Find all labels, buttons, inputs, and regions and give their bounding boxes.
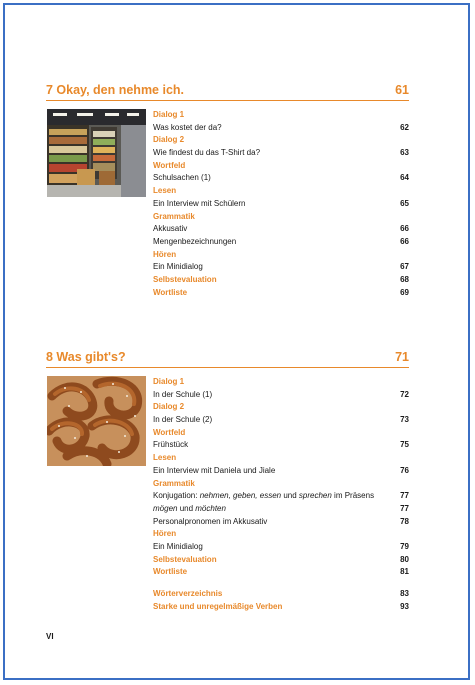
toc-page-number: 69 bbox=[400, 287, 409, 297]
toc-page-number: 78 bbox=[400, 516, 409, 526]
toc-section-heading[interactable] bbox=[153, 376, 409, 389]
pretzels-photo bbox=[47, 376, 146, 466]
toc-page-number: 80 bbox=[400, 554, 409, 564]
toc-entry-label: Ein Minidialog bbox=[153, 262, 203, 272]
toc-entry-label: Akkusativ bbox=[153, 224, 188, 234]
toc-section-heading[interactable] bbox=[153, 452, 409, 465]
toc-section-label: Dialog 2 bbox=[153, 135, 185, 145]
toc-section-label: Lesen bbox=[153, 186, 177, 196]
toc-page-number: 76 bbox=[400, 465, 409, 475]
toc-entry[interactable] bbox=[153, 490, 409, 503]
toc-entry[interactable] bbox=[153, 516, 409, 529]
toc-entry-label: Ein Minidialog bbox=[153, 541, 203, 551]
toc-section-heading[interactable] bbox=[153, 478, 409, 491]
toc-entry-label-part: nehmen, geben, essen bbox=[199, 491, 282, 501]
toc-section-label: Hören bbox=[153, 249, 177, 259]
toc-page-number: 72 bbox=[400, 389, 409, 399]
toc-entry-label: Frühstück bbox=[153, 440, 189, 450]
toc-page-number: 64 bbox=[400, 173, 409, 183]
toc-section-label: Starke und unregelmäßige Verben bbox=[153, 601, 283, 611]
toc-entry[interactable] bbox=[153, 465, 409, 478]
toc-section-label: Lesen bbox=[153, 453, 177, 463]
toc-entry-label: Mengenbezeichnungen bbox=[153, 236, 237, 246]
toc-section-label: Wörterverzeichnis bbox=[153, 589, 223, 598]
toc-section-heading[interactable] bbox=[153, 109, 409, 122]
toc-entry[interactable] bbox=[153, 389, 409, 402]
toc-entry-label bbox=[153, 490, 374, 503]
toc-page-number: 62 bbox=[400, 122, 409, 132]
toc-section-label: Dialog 1 bbox=[153, 377, 185, 386]
toc-section-heading[interactable] bbox=[153, 528, 409, 541]
toc-entry[interactable] bbox=[153, 541, 409, 554]
toc-entry-label: Ein Interview mit Daniela und Jiale bbox=[153, 465, 276, 475]
toc-page-number: 79 bbox=[400, 541, 409, 551]
toc-entry-label bbox=[153, 503, 226, 516]
toc-entry-label: Personalpronomen im Akkusativ bbox=[153, 516, 268, 526]
toc-entry[interactable] bbox=[153, 236, 409, 249]
toc-entry-label: In der Schule (2) bbox=[153, 415, 213, 425]
chapter-8-page: 71 bbox=[395, 350, 409, 364]
chapter-7-contents bbox=[153, 109, 409, 299]
toc-section-heading[interactable] bbox=[153, 211, 409, 224]
toc-section-heading[interactable] bbox=[153, 566, 409, 579]
toc-page-number: 68 bbox=[400, 274, 409, 284]
page-number: VI bbox=[46, 632, 54, 641]
toc-page-number: 81 bbox=[400, 567, 409, 577]
toc-section-label: Dialog 1 bbox=[153, 110, 185, 119]
toc-section-heading[interactable] bbox=[153, 274, 409, 287]
toc-page-number: 66 bbox=[400, 236, 409, 246]
toc-page-number: 83 bbox=[400, 589, 409, 598]
toc-entry-label-part: mögen bbox=[153, 503, 178, 513]
toc-entry-label: Ein Interview mit Schülern bbox=[153, 198, 246, 208]
chapter-7-page: 61 bbox=[395, 83, 409, 97]
toc-entry-label-part: sprechen bbox=[298, 491, 332, 501]
chapter-7-header bbox=[46, 83, 409, 101]
toc-entry[interactable] bbox=[153, 122, 409, 135]
toc-section-label: Wortliste bbox=[153, 287, 188, 297]
toc-page-number: 77 bbox=[400, 491, 409, 501]
toc-section-label: Wortliste bbox=[153, 567, 188, 577]
toc-entry[interactable] bbox=[153, 172, 409, 185]
toc-entry-label: Schulsachen (1) bbox=[153, 173, 211, 183]
toc-entry[interactable] bbox=[153, 414, 409, 427]
toc-entry[interactable] bbox=[153, 147, 409, 160]
toc-page-number: 75 bbox=[400, 440, 409, 450]
toc-entry-label-part: und bbox=[281, 491, 299, 501]
toc-page-number: 66 bbox=[400, 224, 409, 234]
toc-section-heading[interactable] bbox=[153, 287, 409, 300]
toc-section-label: Selbstevaluation bbox=[153, 274, 217, 284]
toc-section-label: Selbstevaluation bbox=[153, 554, 217, 564]
toc-section-heading[interactable] bbox=[153, 134, 409, 147]
toc-section-label: Wortfeld bbox=[153, 160, 186, 170]
chapter-8-header bbox=[46, 350, 409, 368]
toc-section-label: Hören bbox=[153, 529, 177, 539]
toc-page-number: 77 bbox=[400, 503, 409, 513]
toc-page-number: 63 bbox=[400, 148, 409, 158]
toc-section-heading[interactable] bbox=[153, 554, 409, 567]
toc-section-heading[interactable] bbox=[153, 160, 409, 173]
toc-entry-label: Was kostet der da? bbox=[153, 122, 222, 132]
toc-entry-label: Wie findest du das T-Shirt da? bbox=[153, 148, 261, 158]
toc-entry[interactable] bbox=[153, 261, 409, 274]
toc-entry[interactable] bbox=[153, 198, 409, 211]
toc-section-heading[interactable] bbox=[153, 588, 409, 601]
chapter-7-title: 7 Okay, den nehme ich. bbox=[46, 83, 185, 97]
supermarket-image bbox=[47, 109, 146, 197]
toc-section-label: Wortfeld bbox=[153, 427, 186, 437]
toc-section-heading[interactable] bbox=[153, 427, 409, 440]
toc-entry-label: In der Schule (1) bbox=[153, 389, 213, 399]
toc-section-heading[interactable] bbox=[153, 185, 409, 198]
supermarket-photo bbox=[47, 109, 146, 197]
toc-page-number: 93 bbox=[400, 601, 409, 611]
toc-section-heading[interactable] bbox=[153, 601, 409, 614]
pretzels-image bbox=[47, 376, 146, 466]
toc-section-heading[interactable] bbox=[153, 249, 409, 262]
toc-section-label: Dialog 2 bbox=[153, 402, 185, 412]
toc-entry-label-part: und bbox=[177, 503, 196, 513]
toc-section-label: Grammatik bbox=[153, 478, 195, 488]
toc-entry[interactable] bbox=[153, 503, 409, 516]
toc-page-number: 67 bbox=[400, 262, 409, 272]
toc-entry[interactable] bbox=[153, 223, 409, 236]
spacer bbox=[153, 579, 409, 588]
toc-section-heading[interactable] bbox=[153, 401, 409, 414]
toc-page-number: 65 bbox=[400, 198, 409, 208]
toc-entry-label-part: möchten bbox=[195, 503, 226, 513]
toc-section-label: Grammatik bbox=[153, 211, 195, 221]
toc-entry-label-part: im Präsens bbox=[331, 491, 375, 501]
toc-page-number: 73 bbox=[400, 415, 409, 425]
chapter-8-contents bbox=[153, 376, 409, 613]
toc-entry[interactable] bbox=[153, 439, 409, 452]
chapter-8-title: 8 Was gibt's? bbox=[46, 350, 126, 364]
toc-entry-label-part: Konjugation: bbox=[153, 491, 200, 501]
